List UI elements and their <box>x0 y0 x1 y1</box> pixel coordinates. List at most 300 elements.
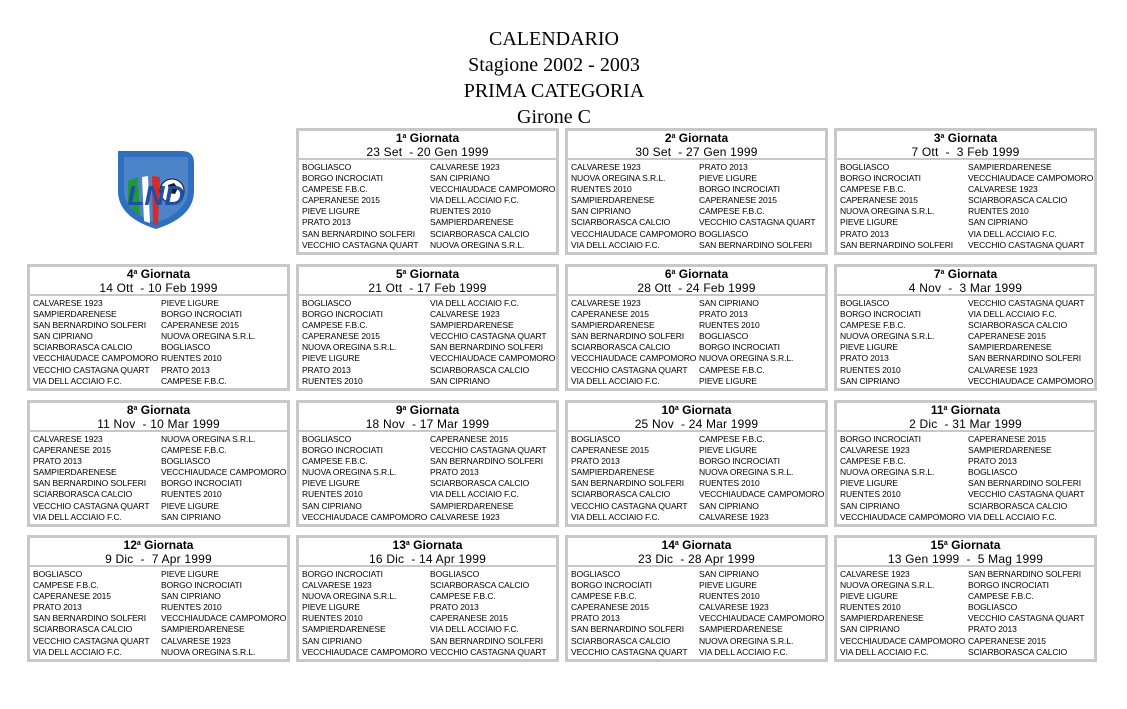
match-row <box>840 298 1094 309</box>
away-team: RUENTES 2010 <box>699 591 760 602</box>
away-team: BOGLIASCO <box>161 342 211 353</box>
away-team: CAPERANESE 2015 <box>430 434 508 444</box>
match-row <box>840 636 1094 647</box>
home-team: RUENTES 2010 <box>302 375 363 386</box>
matchday-title <box>30 268 287 281</box>
away-team: VECCHIO CASTAGNA QUART <box>699 217 816 228</box>
home-team: PRATO 2013 <box>571 456 620 467</box>
matchday-number: 9 <box>395 403 403 417</box>
match-row <box>840 445 1094 456</box>
match-list <box>837 160 1094 251</box>
match-row <box>840 331 1094 342</box>
away-team: BOGLIASCO <box>699 331 749 342</box>
home-team: NUOVA OREGINA S.R.L. <box>571 173 666 184</box>
match-row <box>33 331 287 342</box>
matchday-header <box>30 403 287 432</box>
match-row <box>571 162 825 173</box>
match-row <box>571 613 825 624</box>
home-team: CALVARESE 1923 <box>840 445 910 456</box>
away-team: SAN CIPRIANO <box>699 298 759 308</box>
matchday-dates: 16 Dic - 14 Apr 1999 <box>369 552 486 566</box>
away-team: VECCHIO CASTAGNA QUART <box>968 613 1085 624</box>
away-team: RUENTES 2010 <box>161 353 222 364</box>
away-team: RUENTES 2010 <box>968 206 1029 217</box>
home-team: CAMPESE F.B.C. <box>33 580 99 591</box>
matchday-dates: 9 Dic - 7 Apr 1999 <box>105 552 212 566</box>
home-team: SAN BERNARDINO SOLFERI <box>840 239 954 250</box>
match-row <box>302 602 556 613</box>
matchday-card <box>296 535 559 662</box>
away-team: SAMPIERDARENESE <box>968 162 1052 172</box>
away-team: PRATO 2013 <box>968 456 1017 467</box>
away-team: BORGO INCROCIATI <box>699 342 780 353</box>
home-team: VIA DELL ACCIAIO F.C. <box>571 511 660 522</box>
matchday-ordinal: a <box>402 133 407 140</box>
match-row <box>840 217 1094 228</box>
home-team: SAN BERNARDINO SOLFERI <box>571 478 685 489</box>
match-row <box>571 569 825 580</box>
match-row <box>33 309 287 320</box>
matchday-number: 13 <box>392 538 406 552</box>
away-team: VECCHIO CASTAGNA QUART <box>968 489 1085 500</box>
match-row <box>302 309 556 320</box>
match-row <box>571 320 825 331</box>
home-team: PRATO 2013 <box>840 228 889 239</box>
match-row <box>840 342 1094 353</box>
home-team: SCIARBORASCA CALCIO <box>571 217 671 228</box>
matchday-label: Giornata <box>947 131 998 145</box>
away-team: BORGO INCROCIATI <box>161 580 242 591</box>
match-row <box>33 365 287 376</box>
match-row <box>840 184 1094 195</box>
home-team: PIEVE LIGURE <box>840 217 898 228</box>
away-team: SCIARBORASCA CALCIO <box>430 228 530 239</box>
match-row <box>302 478 556 489</box>
svg-text:LND: LND <box>127 180 185 211</box>
match-row <box>33 445 287 456</box>
match-row <box>571 636 825 647</box>
match-row <box>33 489 287 500</box>
match-row <box>33 434 287 445</box>
match-row <box>571 240 825 251</box>
home-team: CAPERANESE 2015 <box>302 195 380 206</box>
home-team: BOGLIASCO <box>33 569 83 579</box>
home-team: NUOVA OREGINA S.R.L. <box>840 206 935 217</box>
home-team: VIA DELL ACCIAIO F.C. <box>33 646 122 657</box>
home-team: PIEVE LIGURE <box>302 353 360 364</box>
home-team: CALVARESE 1923 <box>571 298 641 308</box>
match-row <box>571 173 825 184</box>
home-team: PIEVE LIGURE <box>302 206 360 217</box>
away-team: PIEVE LIGURE <box>161 298 219 308</box>
match-row <box>571 434 825 445</box>
away-team: CAPERANESE 2015 <box>968 331 1046 342</box>
home-team: SAN BERNARDINO SOLFERI <box>571 624 685 635</box>
away-team: CAPERANESE 2015 <box>161 320 239 331</box>
match-row <box>571 217 825 228</box>
away-team: CALVARESE 1923 <box>968 364 1038 375</box>
home-team: SAN CIPRIANO <box>302 635 362 646</box>
match-row <box>33 353 287 364</box>
away-team: SCIARBORASCA CALCIO <box>430 364 530 375</box>
match-row <box>571 624 825 635</box>
match-row <box>840 613 1094 624</box>
home-team: NUOVA OREGINA S.R.L. <box>302 342 397 353</box>
match-row <box>33 591 287 602</box>
matchday-card <box>834 400 1097 527</box>
matchday-dates: 23 Dic - 28 Apr 1999 <box>638 552 755 566</box>
matchday-title <box>30 539 287 552</box>
match-row <box>33 376 287 387</box>
matchday-dates: 14 Ott - 10 Feb 1999 <box>99 281 218 295</box>
matchday-ordinal: a <box>133 405 138 412</box>
away-team: RUENTES 2010 <box>699 478 760 489</box>
matchday-card <box>296 128 559 255</box>
away-team: SAN BERNARDINO SOLFERI <box>699 239 813 250</box>
match-list <box>30 567 287 658</box>
home-team: VECCHIO CASTAGNA QUART <box>33 364 150 375</box>
match-row <box>33 636 287 647</box>
away-team: SAN BERNARDINO SOLFERI <box>430 635 544 646</box>
home-team: PRATO 2013 <box>571 613 620 624</box>
match-row <box>33 580 287 591</box>
match-row <box>571 184 825 195</box>
matchday-number: 4 <box>126 267 134 281</box>
home-team: CAPERANESE 2015 <box>571 602 649 613</box>
away-team: CALVARESE 1923 <box>699 602 769 613</box>
home-team: CALVARESE 1923 <box>33 434 103 444</box>
away-team: PRATO 2013 <box>968 624 1017 635</box>
away-team: SCIARBORASCA CALCIO <box>430 478 530 489</box>
matchday-header <box>837 538 1094 567</box>
home-team: SCIARBORASCA CALCIO <box>33 624 133 635</box>
match-row <box>571 376 825 387</box>
matchday-dates: 13 Gen 1999 - 5 Mag 1999 <box>887 552 1044 566</box>
away-team: VECCHIAUDACE CAMPOMORO <box>968 173 1094 184</box>
home-team: RUENTES 2010 <box>302 613 363 624</box>
match-row <box>33 467 287 478</box>
away-team: CAMPESE F.B.C. <box>161 375 227 386</box>
match-row <box>571 501 825 512</box>
away-team: RUENTES 2010 <box>430 206 491 217</box>
away-team: PIEVE LIGURE <box>161 569 219 579</box>
match-row <box>33 602 287 613</box>
home-team: CAMPESE F.B.C. <box>302 456 368 467</box>
away-team: BOGLIASCO <box>968 602 1018 613</box>
matchday-title <box>299 539 556 552</box>
match-row <box>302 376 556 387</box>
away-team: BOGLIASCO <box>161 456 211 467</box>
matchday-dates: 25 Nov - 24 Mar 1999 <box>634 417 759 431</box>
home-team: RUENTES 2010 <box>840 602 901 613</box>
match-list <box>30 296 287 387</box>
match-row <box>840 602 1094 613</box>
matchday-header <box>568 131 825 160</box>
matchday-header <box>568 403 825 432</box>
match-row <box>840 489 1094 500</box>
home-team: PRATO 2013 <box>33 456 82 467</box>
home-team: VECCHIO CASTAGNA QUART <box>571 364 688 375</box>
away-team: VIA DELL ACCIAIO F.C. <box>430 489 519 500</box>
home-team: CAMPESE F.B.C. <box>302 320 368 331</box>
match-row <box>571 602 825 613</box>
away-team: CAMPESE F.B.C. <box>699 434 765 444</box>
home-team: SCIARBORASCA CALCIO <box>571 489 671 500</box>
home-team: CAMPESE F.B.C. <box>840 456 906 467</box>
match-row <box>840 512 1094 523</box>
away-team: RUENTES 2010 <box>699 320 760 331</box>
matchday-dates: 23 Set - 20 Gen 1999 <box>366 145 489 159</box>
match-row <box>840 173 1094 184</box>
away-team: BOGLIASCO <box>699 228 749 239</box>
home-team: VECCHIAUDACE CAMPOMORO <box>840 635 966 646</box>
matchday-header <box>299 403 556 432</box>
header-season: Stagione 2002 - 2003 <box>468 54 640 76</box>
home-team: NUOVA OREGINA S.R.L. <box>302 591 397 602</box>
matchday-dates: 7 Ott - 3 Feb 1999 <box>911 145 1020 159</box>
away-team: SAMPIERDARENESE <box>968 445 1052 456</box>
away-team: VECCHIAUDACE CAMPOMORO <box>699 613 825 624</box>
home-team: CAMPESE F.B.C. <box>840 320 906 331</box>
match-row <box>33 569 287 580</box>
matchday-ordinal: a <box>133 269 138 276</box>
match-row <box>33 298 287 309</box>
away-team: VECCHIAUDACE CAMPOMORO <box>161 613 287 624</box>
match-row <box>33 647 287 658</box>
match-row <box>571 467 825 478</box>
match-list <box>30 432 287 523</box>
home-team: CAPERANESE 2015 <box>571 445 649 456</box>
match-row <box>840 580 1094 591</box>
home-team: NUOVA OREGINA S.R.L. <box>840 580 935 591</box>
home-team: SAN BERNARDINO SOLFERI <box>33 320 147 331</box>
matchday-title <box>299 404 556 417</box>
away-team: SAN CIPRIANO <box>699 569 759 579</box>
home-team: CAPERANESE 2015 <box>571 309 649 320</box>
lnd-logo <box>108 147 204 231</box>
away-team: PRATO 2013 <box>430 467 479 478</box>
match-row <box>571 195 825 206</box>
away-team: NUOVA OREGINA S.R.L. <box>161 331 256 342</box>
match-row <box>302 501 556 512</box>
home-team: SAN CIPRIANO <box>840 624 900 635</box>
matchday-card <box>565 128 828 255</box>
match-row <box>302 206 556 217</box>
match-row <box>33 342 287 353</box>
home-team: BORGO INCROCIATI <box>840 434 921 444</box>
matchday-card <box>565 264 828 391</box>
matchday-dates: 11 Nov - 10 Mar 1999 <box>97 417 220 431</box>
match-list <box>837 567 1094 658</box>
match-row <box>33 501 287 512</box>
home-team: RUENTES 2010 <box>840 364 901 375</box>
match-row <box>302 195 556 206</box>
home-team: VIA DELL ACCIAIO F.C. <box>571 239 660 250</box>
matchday-title <box>299 268 556 281</box>
home-team: SAN CIPRIANO <box>302 500 362 511</box>
home-team: CAPERANESE 2015 <box>302 331 380 342</box>
home-team: PIEVE LIGURE <box>840 342 898 353</box>
matchday-label: Giornata <box>413 538 463 552</box>
match-row <box>571 647 825 658</box>
away-team: CAPERANESE 2015 <box>699 195 777 206</box>
matchday-number: 14 <box>661 538 675 552</box>
matchday-header <box>837 131 1094 160</box>
match-list <box>568 567 825 658</box>
away-team: BORGO INCROCIATI <box>161 478 242 489</box>
home-team: VECCHIAUDACE CAMPOMORO <box>302 646 428 657</box>
matchday-label: Giornata <box>950 403 1001 417</box>
away-team: CALVARESE 1923 <box>430 309 500 320</box>
home-team: PRATO 2013 <box>302 217 351 228</box>
document-header <box>354 26 754 130</box>
home-team: SAMPIERDARENESE <box>302 624 386 635</box>
matchday-title <box>568 132 825 145</box>
matchday-card <box>834 128 1097 255</box>
match-row <box>840 478 1094 489</box>
match-row <box>571 342 825 353</box>
away-team: NUOVA OREGINA S.R.L. <box>699 635 794 646</box>
home-team: BORGO INCROCIATI <box>840 309 921 320</box>
matchday-header <box>299 131 556 160</box>
matchday-card <box>834 264 1097 391</box>
match-row <box>302 445 556 456</box>
home-team: NUOVA OREGINA S.R.L. <box>840 331 935 342</box>
matchday-card <box>27 535 290 662</box>
match-row <box>571 365 825 376</box>
away-team: NUOVA OREGINA S.R.L. <box>699 353 794 364</box>
match-row <box>302 173 556 184</box>
home-team: CALVARESE 1923 <box>302 580 372 591</box>
away-team: CALVARESE 1923 <box>430 162 500 172</box>
home-team: SAN CIPRIANO <box>33 331 93 342</box>
home-team: PIEVE LIGURE <box>840 591 898 602</box>
matchday-label: Giornata <box>140 267 191 281</box>
away-team: CALVARESE 1923 <box>699 511 769 522</box>
matchday-header <box>299 538 556 567</box>
matchday-ordinal: a <box>943 405 948 412</box>
match-row <box>302 217 556 228</box>
matchday-card <box>296 264 559 391</box>
away-team: SAN CIPRIANO <box>968 217 1028 228</box>
away-team: VECCHIO CASTAGNA QUART <box>430 445 547 456</box>
away-team: PRATO 2013 <box>430 602 479 613</box>
away-team: NUOVA OREGINA S.R.L. <box>161 646 256 657</box>
home-team: BOGLIASCO <box>302 298 352 308</box>
away-team: VIA DELL ACCIAIO F.C. <box>430 298 519 308</box>
away-team: PRATO 2013 <box>699 162 748 172</box>
home-team: VIA DELL ACCIAIO F.C. <box>571 375 660 386</box>
matchday-dates: 18 Nov - 17 Mar 1999 <box>365 417 490 431</box>
home-team: BORGO INCROCIATI <box>302 445 383 456</box>
home-team: NUOVA OREGINA S.R.L. <box>302 467 397 478</box>
away-team: SAMPIERDARENESE <box>430 320 514 331</box>
home-team: SCIARBORASCA CALCIO <box>571 342 671 353</box>
matchday-ordinal: a <box>674 540 679 547</box>
home-team: BOGLIASCO <box>840 162 890 172</box>
match-row <box>33 613 287 624</box>
home-team: CAPERANESE 2015 <box>33 445 111 456</box>
away-team: VECCHIO CASTAGNA QUART <box>430 331 547 342</box>
away-team: PIEVE LIGURE <box>699 445 757 456</box>
away-team: NUOVA OREGINA S.R.L. <box>699 467 794 478</box>
matchday-number: 15 <box>930 538 944 552</box>
header-group: Girone C <box>517 106 591 128</box>
away-team: SAMPIERDARENESE <box>161 624 245 635</box>
matchday-title <box>837 404 1094 417</box>
away-team: CAMPESE F.B.C. <box>161 445 227 456</box>
away-team: VIA DELL ACCIAIO F.C. <box>968 228 1057 239</box>
away-team: PIEVE LIGURE <box>699 173 757 184</box>
away-team: SAN BERNARDINO SOLFERI <box>430 342 544 353</box>
match-list <box>299 296 556 387</box>
match-row <box>302 624 556 635</box>
match-row <box>840 365 1094 376</box>
away-team: NUOVA OREGINA S.R.L. <box>161 434 256 444</box>
matchday-title <box>837 268 1094 281</box>
match-row <box>840 569 1094 580</box>
match-list <box>568 432 825 523</box>
match-row <box>840 501 1094 512</box>
match-row <box>571 206 825 217</box>
home-team: SAN BERNARDINO SOLFERI <box>302 228 416 239</box>
home-team: SCIARBORASCA CALCIO <box>33 489 133 500</box>
away-team: CALVARESE 1923 <box>968 184 1038 195</box>
match-row <box>840 467 1094 478</box>
away-team: SAMPIERDARENESE <box>699 624 783 635</box>
matchday-label: Giornata <box>682 403 732 417</box>
away-team: SAN BERNARDINO SOLFERI <box>430 456 544 467</box>
matchday-card <box>565 535 828 662</box>
matchday-label: Giornata <box>409 403 460 417</box>
matchday-dates: 2 Dic - 31 Mar 1999 <box>909 417 1022 431</box>
match-row <box>302 342 556 353</box>
away-team: VECCHIAUDACE CAMPOMORO <box>430 353 556 364</box>
home-team: BOGLIASCO <box>302 162 352 172</box>
matchday-label: Giornata <box>409 267 460 281</box>
away-team: SAN CIPRIANO <box>430 375 490 386</box>
matchday-dates: 30 Set - 27 Gen 1999 <box>635 145 758 159</box>
away-team: RUENTES 2010 <box>161 602 222 613</box>
match-row <box>302 331 556 342</box>
away-team: SCIARBORASCA CALCIO <box>968 195 1068 206</box>
home-team: VIA DELL ACCIAIO F.C. <box>33 375 122 386</box>
match-row <box>840 229 1094 240</box>
home-team: BOGLIASCO <box>840 298 890 308</box>
matchday-number: 3 <box>933 131 941 145</box>
matchday-ordinal: a <box>405 540 410 547</box>
match-row <box>302 636 556 647</box>
matchday-ordinal: a <box>674 405 679 412</box>
match-row <box>302 320 556 331</box>
home-team: SAMPIERDARENESE <box>33 467 117 478</box>
away-team: SCIARBORASCA CALCIO <box>968 646 1068 657</box>
away-team: VECCHIAUDACE CAMPOMORO <box>968 375 1094 386</box>
matchday-number: 6 <box>664 267 672 281</box>
matchday-ordinal: a <box>402 269 407 276</box>
away-team: BOGLIASCO <box>968 467 1018 478</box>
match-row <box>840 647 1094 658</box>
match-row <box>33 512 287 523</box>
matchday-number: 10 <box>661 403 675 417</box>
match-row <box>840 456 1094 467</box>
away-team: SCIARBORASCA CALCIO <box>968 320 1068 331</box>
matchday-card <box>27 264 290 391</box>
matchday-number: 11 <box>930 403 944 417</box>
away-team: VECCHIO CASTAGNA QUART <box>430 646 547 657</box>
home-team: SAN CIPRIANO <box>571 206 631 217</box>
match-row <box>840 309 1094 320</box>
